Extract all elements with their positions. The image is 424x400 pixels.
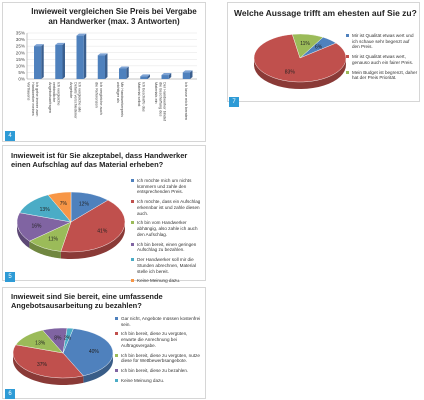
legend-item xyxy=(131,199,203,216)
x-tick-label: Ich vergleiche auchdie Referenzen xyxy=(94,82,103,115)
y-tick-label: 15% xyxy=(15,56,25,62)
bar-front xyxy=(77,36,84,79)
bar xyxy=(55,43,65,79)
x-tick-label: Mir Handwerkerpreiswichtiger als xyxy=(115,82,125,118)
y-tick-label: 30% xyxy=(15,37,25,43)
bar xyxy=(77,34,87,79)
legend-swatch xyxy=(131,221,134,224)
legend-label: Mir ist Qualität etwas wert, genauso auch ein fairer Preis. xyxy=(352,54,414,65)
legend-swatch xyxy=(115,354,118,357)
x-tick-label: Ich gehe immer zumHandwerker meinesVertrauens xyxy=(26,82,40,117)
figure-badge: 5 xyxy=(5,272,15,282)
bar-front xyxy=(183,72,190,79)
legend-swatch xyxy=(115,317,118,320)
bar-side xyxy=(84,34,87,79)
y-tick-label: 0% xyxy=(18,76,25,82)
bar-side xyxy=(41,44,44,79)
x-tick-label: Ich vergleiche alleDetails verschiedenerAngebote xyxy=(69,82,82,119)
legend-label: Keine Meinung dazu. xyxy=(137,278,181,284)
figure-badge: 4 xyxy=(5,131,15,141)
pie-value-label: 13% xyxy=(35,340,46,347)
bar-front xyxy=(140,76,147,79)
legend-swatch xyxy=(131,243,134,246)
legend-swatch xyxy=(346,71,349,74)
bar-front xyxy=(34,46,41,79)
legend-label: Ich bin bereit, diese zu vergüten, nutze diese für Wettbewerbsangebote. xyxy=(121,352,200,364)
bar-front xyxy=(98,55,105,79)
chart-card-material-markup xyxy=(2,145,206,284)
figure-badge: 7 xyxy=(229,97,239,107)
pie-value-label: 83% xyxy=(284,69,295,76)
bar xyxy=(119,66,129,79)
bar xyxy=(140,74,150,79)
legend-label: Ich möchte, dass ein Aufschlag erkennbar ist und zahle diesen auch. xyxy=(137,199,201,216)
chart-legend xyxy=(346,33,418,85)
chart-card-price-comparison xyxy=(2,2,206,142)
pie-value-label: 37% xyxy=(37,362,48,369)
legend-label: Mein Budget ist begrenzt, daher hat der Preis Priorität. xyxy=(352,69,418,81)
y-tick-label: 25% xyxy=(15,43,25,49)
legend-swatch xyxy=(131,279,134,282)
legend-item xyxy=(131,242,203,253)
legend-item xyxy=(131,178,203,195)
legend-swatch xyxy=(346,55,349,58)
chart-title: Welche Aussage trifft am ehesten auf Sie zu? xyxy=(234,8,417,18)
pie-value-label: 13% xyxy=(39,206,50,213)
chart-card-quote-payment xyxy=(2,287,206,399)
legend-label: Der Handwerker soll mir die Stunden abrechnen, Material stelle ich bereit. xyxy=(137,257,196,274)
legend-swatch xyxy=(131,258,134,261)
bar-side xyxy=(105,53,108,79)
legend-item xyxy=(115,368,203,374)
legend-item xyxy=(115,316,203,327)
chart-title: Inwieweit sind Sie bereit, eine umfassende Angebotsausarbeitung zu bezahlen? xyxy=(11,292,163,310)
legend-item xyxy=(131,257,203,274)
legend-label: Ich bin bereit, einen geringen Aufschlag zu bezahlen. xyxy=(137,241,197,253)
pie-value-label: 40% xyxy=(88,349,99,356)
x-tick-label: Ich lasse mich beraten xyxy=(183,82,188,120)
y-tick-label: 35% xyxy=(15,30,25,36)
legend-swatch xyxy=(115,332,118,335)
legend-item xyxy=(346,70,418,81)
y-tick-label: 5% xyxy=(18,70,25,76)
bar xyxy=(183,70,193,79)
y-tick-label: 10% xyxy=(15,63,25,69)
y-tick-label: 20% xyxy=(15,50,25,56)
bar-front xyxy=(55,45,62,79)
bar xyxy=(162,73,172,79)
x-tick-label: Ich vergleicheverbindlicheAngebotsanfragen xyxy=(47,82,61,114)
legend-label: Ich möchte mich um nichts kümmern und zahle den entsprechenden Preis. xyxy=(137,178,192,195)
pie-value-label: 8% xyxy=(54,335,62,342)
chart-card-statement xyxy=(227,2,420,105)
pie-value-label: 12% xyxy=(78,201,89,208)
legend-label: Keine Meinung dazu. xyxy=(121,377,165,383)
legend-swatch xyxy=(131,179,134,182)
legend-item xyxy=(131,220,203,237)
legend-swatch xyxy=(131,200,134,203)
legend-swatch xyxy=(115,379,118,382)
pie-value-label: 11% xyxy=(300,41,310,48)
legend-swatch xyxy=(346,34,349,37)
bar xyxy=(34,44,44,79)
bar-front xyxy=(162,75,169,79)
bar-side xyxy=(62,43,65,79)
legend-label: Mir ist Qualität etwas wert und ich schaue sehr begenzt auf den Preis. xyxy=(352,33,414,50)
x-tick-label: Der Handwerker bindetdie Beschaffung desMaterials ein xyxy=(154,82,167,122)
pie-value-label: 7% xyxy=(59,200,67,207)
legend-label: Ich bin vom Handwerker abhängig, also zahle ich auch den Aufschlag. xyxy=(137,220,198,237)
pie-value-label: 11% xyxy=(48,236,58,243)
x-tick-label: Ich beschaffe dasMaterial selbst xyxy=(137,82,146,112)
pie-value-label: 41% xyxy=(97,228,108,235)
legend-item xyxy=(346,33,418,50)
pie-value-label: 2% xyxy=(63,335,72,342)
legend-swatch xyxy=(115,369,118,372)
figure-badge: 6 xyxy=(5,389,15,399)
pie-value-label: 6% xyxy=(315,44,323,51)
legend-item xyxy=(346,54,418,65)
legend-label: Ich bin bereit, diese zu vergüten, erwarte die Anrechnung bei Auftragsvergabe. xyxy=(121,331,188,348)
legend-item xyxy=(115,378,203,384)
legend-item xyxy=(115,353,203,364)
chart-legend xyxy=(131,178,203,288)
pie-value-label: 16% xyxy=(31,223,42,230)
bar xyxy=(98,53,108,79)
chart-title: Inwieweit ist für Sie akzeptabel, dass Handwerker einen Aufschlag auf das Material erheben? xyxy=(11,151,188,169)
bar-chart xyxy=(3,3,207,143)
bar-side xyxy=(126,66,129,79)
chart-legend xyxy=(115,316,203,388)
legend-item xyxy=(115,331,203,348)
legend-item xyxy=(131,278,203,284)
bar-front xyxy=(119,68,126,79)
chart-title: Inwieweit vergleichen Sie Preis bei Vergabe an Handwerker (max. 3 Antworten) xyxy=(31,7,197,26)
legend-label: Ich bin bereit, diese zu bezahlen. xyxy=(121,368,189,374)
legend-label: Gar nicht, Angebote müssen kostenfrei sein. xyxy=(121,316,201,327)
